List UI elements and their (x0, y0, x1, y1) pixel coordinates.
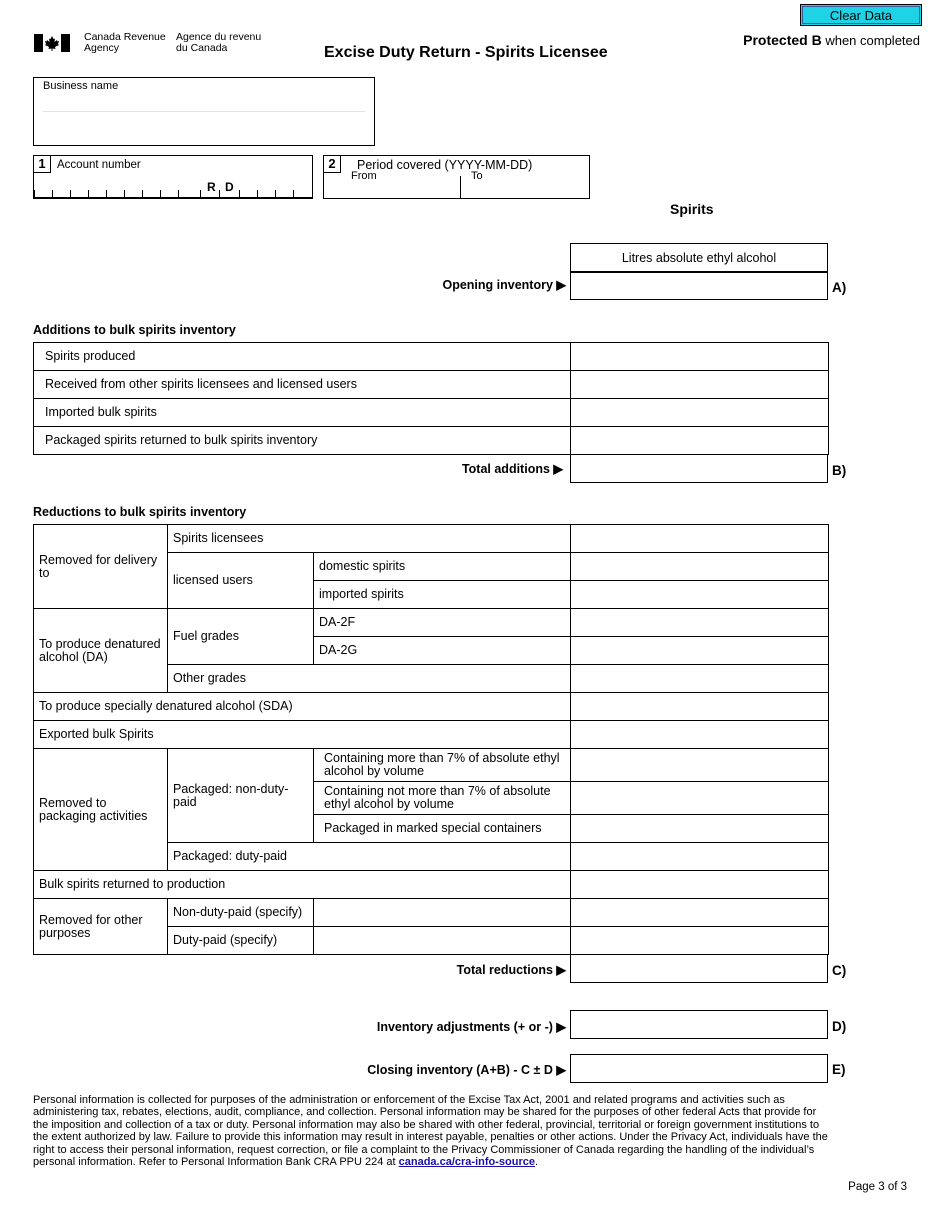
other-purposes-label: Removed for other purposes (34, 899, 168, 955)
opening-inventory-label: Opening inventory ▶ (442, 278, 566, 292)
total-additions-label: Total additions ▶ (461, 462, 563, 476)
digit-tick (34, 190, 35, 197)
reductions-table (33, 524, 829, 955)
more-7-input[interactable] (571, 758, 828, 772)
marked-containers-cell[interactable] (571, 815, 829, 843)
table-row (34, 399, 829, 427)
non-duty-specify-input[interactable] (314, 906, 570, 920)
duty-specify-cell[interactable] (314, 927, 571, 955)
canada-flag-icon (34, 34, 70, 52)
received-input[interactable] (571, 378, 828, 392)
rd-letter-d: D (225, 180, 234, 194)
table-row (34, 343, 829, 371)
da2g-cell[interactable] (571, 637, 829, 665)
closing-inventory-field[interactable] (570, 1054, 828, 1083)
page-number: Page 3 of 3 (848, 1181, 907, 1193)
account-number-label: Account number (57, 159, 141, 171)
business-name-box (33, 77, 375, 146)
imported-spirits-label: imported spirits (314, 581, 571, 609)
litres-column-header: Litres absolute ethyl alcohol (570, 243, 828, 272)
fuel-grades-label: Fuel grades (168, 609, 314, 665)
business-name-label: Business name (43, 80, 119, 92)
digit-tick (88, 190, 89, 197)
additions-value-cell[interactable] (571, 343, 829, 371)
additions-value-cell[interactable] (571, 371, 829, 399)
other-grades-input[interactable] (571, 672, 828, 686)
sda-label: To produce specially denatured alcohol (SDA) (34, 693, 571, 721)
total-additions-input[interactable] (571, 455, 827, 482)
period-covered-label: Period covered (YYYY-MM-DD) (357, 158, 533, 172)
duty-paid-input[interactable] (571, 850, 828, 864)
domestic-spirits-cell[interactable] (571, 553, 829, 581)
da2f-label: DA-2F (314, 609, 571, 637)
da2f-input[interactable] (571, 616, 828, 630)
inventory-adjustments-label: Inventory adjustments (+ or -) ▶ (376, 1020, 566, 1034)
agency-fr-line1: Agence du revenu (176, 31, 262, 43)
account-number-input[interactable] (38, 176, 308, 194)
clear-data-button[interactable]: Clear Data (800, 4, 922, 26)
protected-suffix: when completed (821, 33, 920, 48)
non-duty-specify-label: Non-duty-paid (specify) (168, 899, 314, 927)
table-row (34, 693, 829, 721)
imported-spirits-input[interactable] (571, 588, 828, 602)
domestic-spirits-input[interactable] (571, 560, 828, 574)
digit-tick (200, 190, 201, 197)
additions-row-label: Received from other spirits licensees and licensed users (34, 371, 571, 399)
total-reductions-input[interactable] (571, 955, 827, 982)
table-row (34, 525, 829, 553)
packaged-returned-input[interactable] (571, 434, 828, 448)
sda-cell[interactable] (571, 693, 829, 721)
not-more-7-label: Containing not more than 7% of absolute ethyl alcohol by volume (314, 782, 571, 815)
table-row (34, 721, 829, 749)
produce-da-label: To produce denatured alcohol (DA) (34, 609, 168, 693)
returned-cell[interactable] (571, 871, 829, 899)
privacy-notice (33, 1094, 833, 1168)
imported-bulk-input[interactable] (571, 406, 828, 420)
not-more-7-cell[interactable] (571, 782, 829, 815)
not-more-7-input[interactable] (571, 791, 828, 805)
agency-name-fr (176, 32, 261, 54)
non-duty-paid-label: Packaged: non-duty-paid (168, 749, 314, 843)
inventory-adjustments-input[interactable] (571, 1011, 827, 1038)
agency-fr-line2: du Canada (176, 42, 228, 54)
additions-row-label: Packaged spirits returned to bulk spirits inventory (34, 427, 571, 455)
protected-notice (743, 32, 920, 48)
spirits-licensees-label: Spirits licensees (168, 525, 571, 553)
table-row (34, 899, 829, 927)
returned-label: Bulk spirits returned to production (34, 871, 571, 899)
privacy-end: . (534, 1156, 539, 1169)
digit-tick (275, 190, 276, 197)
period-divider (460, 176, 461, 199)
privacy-text: Personal information is collected for purposes of the administration or enforcement of the Excise Tax Act, 2001 and related programs and activities such as administering tax, rebates, elections, audit, compliance, and collection. Personal information may be shared for the purposes of other federal Acts that provide for the imposition and collection of a tax or duty. Personal information may also be shared with other federal, provincial, territorial or foreign government institutions to the extent authorized by law. Failure to provide this information may result in interest payable, penalties or other actions. Under the Privacy Act, individuals have the right to access their personal information, request correction, or file a complaint to the Privacy Commissioner of Canada regarding the handling of the individual’s personal information. Refer to Personal Information Bank CRA PPU 224 at (33, 1094, 828, 1169)
total-additions-field[interactable] (570, 454, 828, 483)
protected-level: Protected B (743, 32, 822, 48)
period-to-label: To (471, 170, 483, 182)
digit-tick (293, 190, 294, 197)
duty-value-cell[interactable] (571, 927, 829, 955)
duty-specify-label: Duty-paid (specify) (168, 927, 314, 955)
page-title: Excise Duty Return - Spirits Licensee (324, 44, 608, 61)
non-duty-value-input[interactable] (571, 906, 828, 920)
da2g-input[interactable] (571, 644, 828, 658)
marked-containers-input[interactable] (571, 822, 828, 836)
licensed-users-label: licensed users (168, 553, 314, 609)
field-number-1: 1 (33, 155, 51, 173)
line-letter-e: E) (832, 1062, 846, 1077)
duty-value-input[interactable] (571, 934, 828, 948)
returned-input[interactable] (571, 878, 828, 892)
more-7-label: Containing more than 7% of absolute ethyl alcohol by volume (314, 749, 571, 782)
agency-en-line1: Canada Revenue (84, 31, 166, 43)
marked-containers-label: Packaged in marked special containers (314, 815, 571, 843)
spirits-licensees-cell[interactable] (571, 525, 829, 553)
opening-inventory-input[interactable] (571, 273, 827, 299)
digit-tick (160, 190, 161, 197)
reductions-heading: Reductions to bulk spirits inventory (33, 505, 247, 519)
opening-inventory-field[interactable] (570, 272, 828, 300)
line-letter-c: C) (832, 963, 847, 978)
digit-tick (70, 190, 71, 197)
additions-row-label: Imported bulk spirits (34, 399, 571, 427)
period-covered-box (323, 155, 590, 199)
closing-inventory-input[interactable] (571, 1055, 827, 1082)
exported-cell[interactable] (571, 721, 829, 749)
cra-info-source-link[interactable]: canada.ca/cra-info-source (398, 1156, 535, 1169)
digit-tick (219, 190, 220, 197)
rd-letter-r: R (207, 180, 216, 194)
imported-spirits-cell[interactable] (571, 581, 829, 609)
spirits-licensees-input[interactable] (571, 532, 828, 546)
digit-tick (52, 190, 53, 197)
spirits-heading: Spirits (670, 201, 714, 217)
inventory-adjustments-field[interactable] (570, 1010, 828, 1039)
digit-tick (142, 190, 143, 197)
agency-name-en (84, 32, 166, 54)
field-number-2: 2 (323, 155, 341, 173)
exported-label: Exported bulk Spirits (34, 721, 571, 749)
duty-specify-input[interactable] (314, 934, 570, 948)
line-letter-a: A) (832, 280, 847, 295)
additions-value-cell[interactable] (571, 427, 829, 455)
da2g-label: DA-2G (314, 637, 571, 665)
line-letter-d: D) (832, 1019, 847, 1034)
table-row (34, 749, 829, 782)
digit-tick (257, 190, 258, 197)
packaging-label: Removed to packaging activities (34, 749, 168, 871)
additions-row-label: Spirits produced (34, 343, 571, 371)
non-duty-value-cell[interactable] (571, 899, 829, 927)
additions-heading: Additions to bulk spirits inventory (33, 323, 236, 337)
removed-delivery-label: Removed for delivery to (34, 525, 168, 609)
table-row (34, 427, 829, 455)
period-from-label: From (351, 170, 377, 182)
other-grades-cell[interactable] (571, 665, 829, 693)
da2f-cell[interactable] (571, 609, 829, 637)
digit-tick (124, 190, 125, 197)
line-letter-b: B) (832, 463, 847, 478)
agency-en-line2: Agency (84, 42, 120, 54)
sda-input[interactable] (571, 700, 828, 714)
table-row (34, 871, 829, 899)
closing-inventory-label: Closing inventory (A+B) - C ± D ▶ (367, 1063, 566, 1077)
other-grades-label: Other grades (168, 665, 571, 693)
business-name-input[interactable] (43, 94, 365, 112)
domestic-spirits-label: domestic spirits (314, 553, 571, 581)
account-number-box (33, 155, 313, 199)
table-row (34, 609, 829, 637)
additions-table (33, 342, 829, 455)
digit-tick (178, 190, 179, 197)
non-duty-specify-cell[interactable] (314, 899, 571, 927)
additions-value-cell[interactable] (571, 399, 829, 427)
more-7-cell[interactable] (571, 749, 829, 782)
table-row (34, 371, 829, 399)
digit-tick (106, 190, 107, 197)
duty-paid-label: Packaged: duty-paid (168, 843, 571, 871)
duty-paid-cell[interactable] (571, 843, 829, 871)
spirits-produced-input[interactable] (571, 350, 828, 364)
total-reductions-field[interactable] (570, 954, 828, 983)
digit-tick (239, 190, 240, 197)
exported-input[interactable] (571, 728, 828, 742)
total-reductions-label: Total reductions ▶ (456, 963, 566, 977)
